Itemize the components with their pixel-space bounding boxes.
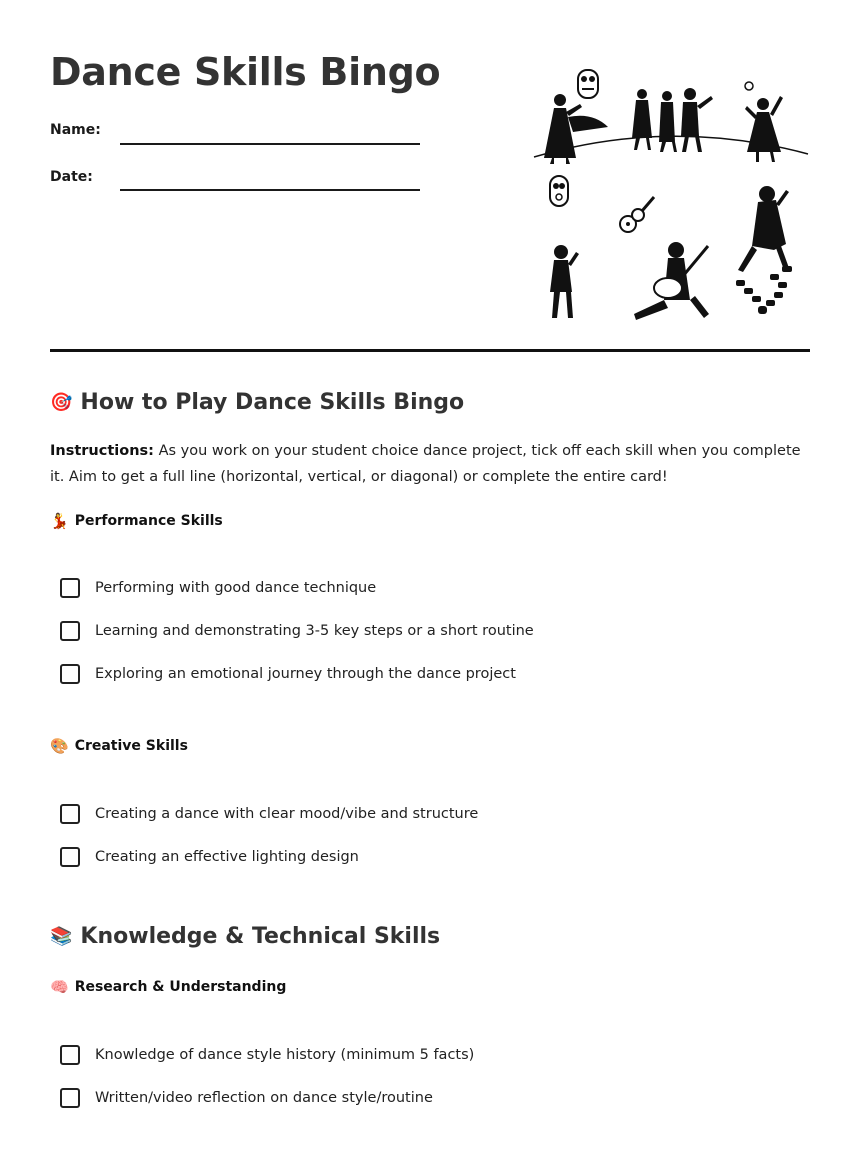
instructions-paragraph — [50, 438, 810, 490]
page-title: Dance Skills Bingo — [50, 50, 441, 94]
skill-checkbox[interactable] — [60, 664, 80, 684]
section-divider — [50, 349, 810, 352]
performance-skills-title: Performance Skills — [74, 513, 223, 529]
skill-label: Creating a dance with clear mood/vibe and structure — [95, 806, 479, 822]
research-title: Research & Understanding — [74, 979, 287, 995]
skill-label: Learning and demonstrating 3-5 key steps or a short routine — [95, 623, 534, 639]
name-label: Name: — [50, 122, 101, 138]
skill-label: Written/video reflection on dance style/routine — [95, 1090, 433, 1106]
brain-icon: 🧠 — [50, 977, 69, 996]
target-icon: 🎯 — [50, 391, 73, 413]
name-line[interactable] — [120, 143, 420, 145]
skill-label: Knowledge of dance style history (minimum 5 facts) — [95, 1047, 475, 1063]
research-heading — [50, 979, 286, 995]
how-to-play-title: How to Play Dance Skills Bingo — [80, 390, 465, 415]
skill-checkbox[interactable] — [60, 804, 80, 824]
instructions-text: As you work on your student choice dance project, tick off each skill when you complete it. Aim to get a full line (horizontal, vertical, or diagonal) or complete the entire card! — [50, 443, 801, 485]
ukulele-icon — [620, 197, 654, 232]
skill-item — [60, 847, 359, 867]
palette-icon: 🎨 — [50, 736, 69, 755]
tiki-mask-icon — [578, 70, 598, 98]
skill-item — [60, 1088, 433, 1108]
knowledge-title: Knowledge & Technical Skills — [80, 924, 441, 949]
child-silhouette — [550, 245, 579, 318]
skill-checkbox[interactable] — [60, 621, 80, 641]
skill-item — [60, 664, 516, 684]
dancer-group-silhouette — [632, 88, 713, 152]
skill-item — [60, 804, 478, 824]
creative-skills-heading — [50, 738, 188, 754]
performance-skills-heading — [50, 513, 223, 529]
date-line[interactable] — [120, 189, 420, 191]
footprints-icon — [736, 266, 792, 314]
knowledge-heading — [50, 924, 440, 949]
instructions-label: Instructions: — [50, 443, 154, 459]
skill-checkbox[interactable] — [60, 1045, 80, 1065]
date-label: Date: — [50, 169, 93, 185]
books-icon: 📚 — [50, 925, 73, 947]
skill-label: Creating an effective lighting design — [95, 849, 359, 865]
skill-label: Exploring an emotional journey through the dance project — [95, 666, 516, 682]
skill-item — [60, 578, 376, 598]
skill-item — [60, 1045, 474, 1065]
dancer-silhouette-right — [745, 82, 783, 162]
dancer-silhouette-large — [738, 186, 789, 272]
skill-item — [60, 621, 534, 641]
skill-checkbox[interactable] — [60, 578, 80, 598]
how-to-play-heading — [50, 390, 464, 415]
creative-skills-title: Creative Skills — [74, 738, 188, 754]
skill-checkbox[interactable] — [60, 847, 80, 867]
skill-label: Performing with good dance technique — [95, 580, 377, 596]
guitarist-silhouette — [634, 242, 709, 320]
dancer-silhouette — [544, 94, 608, 164]
mask-icon — [550, 176, 568, 206]
skill-checkbox[interactable] — [60, 1088, 80, 1108]
dancer-icon: 💃 — [50, 511, 69, 530]
dancers-illustration — [530, 62, 815, 327]
